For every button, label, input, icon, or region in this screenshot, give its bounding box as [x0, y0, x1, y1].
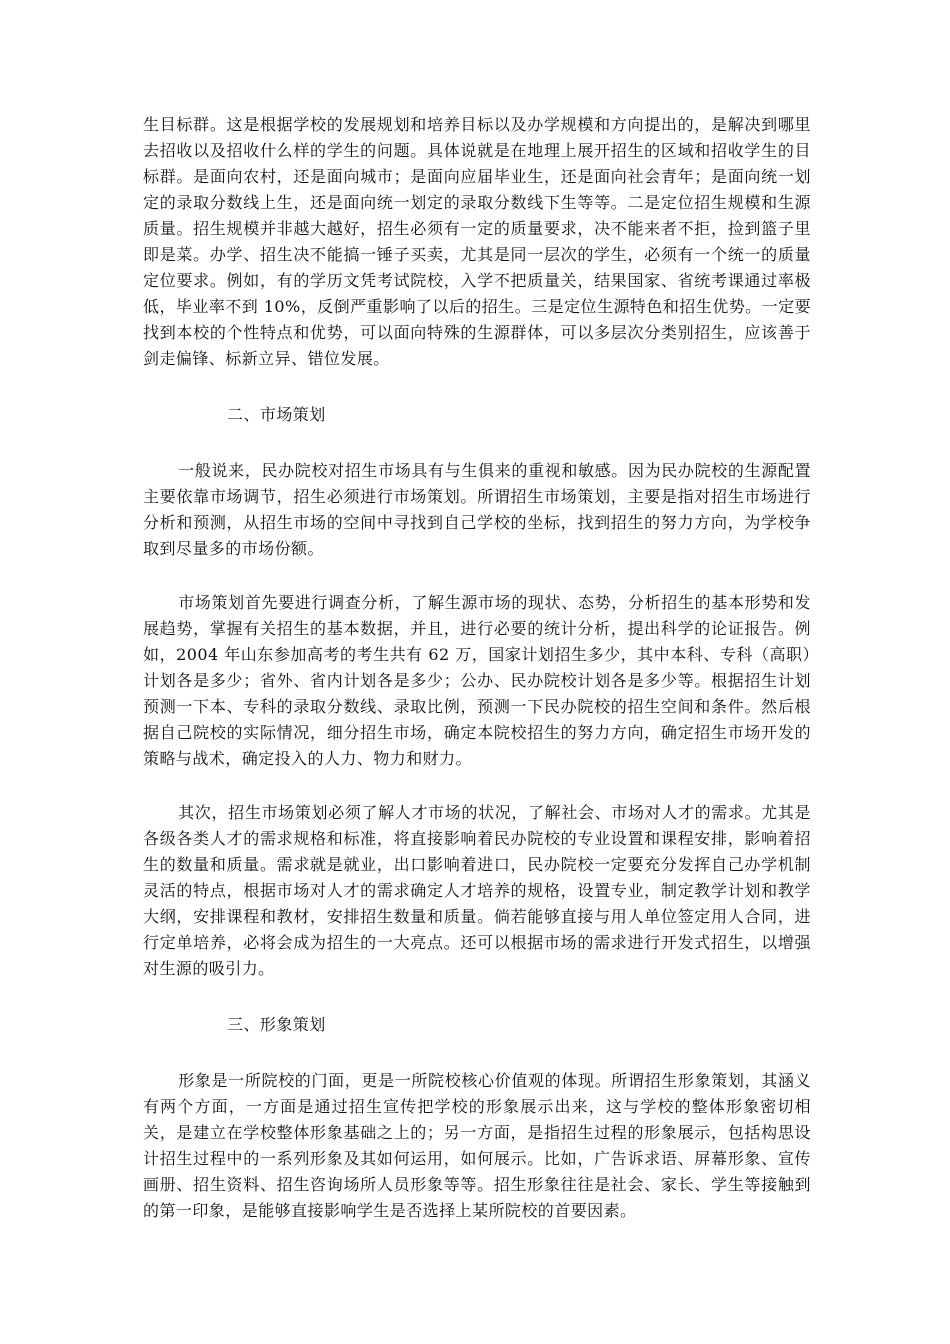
paragraph-spacer — [143, 428, 811, 458]
document-page — [143, 112, 811, 1224]
section-heading-market-planning: 二、市场策划 — [227, 405, 326, 424]
section-heading-image-planning: 三、形象策划 — [227, 1015, 326, 1034]
paragraph-market-intro: 一般说来，民办院校对招生市场具有与生俱来的重视和敏感。因为民办院校的生源配置主要依靠市场调节，招生必须进行市场策划。所谓招生市场策划，主要是指对招生市场进行分析和预测，从招生市场的空间中寻找到自己学校的坐标，找到招生的努力方向，为学校争取到尽量多的市场份额。 — [143, 461, 811, 558]
paragraph-market-survey: 市场策划首先要进行调查分析，了解生源市场的现状、态势，分析招生的基本形势和发展趋势，掌握有关招生的基本数据，并且，进行必要的统计分析，提出科学的论证报告。例如，2004 年山东参加高考的考生共有 62 万，国家计划招生多少，其中本科、专科（高职）计划各是多少；省外、省内计划各是多少；公办、民办院校计划各是多少等。根据招生计划预测一下本、专科的录取分数线、录取比例，预测一下民办院校的招生空间和条件。然后根据自己院校的实际情况，细分招生市场，确定本院校招生的努力方向，确定招生市场开发的策略与战术，确定投入的人力、物力和财力。 — [143, 593, 811, 768]
paragraph-talent-market: 其次，招生市场策划必须了解人才市场的状况，了解社会、市场对人才的需求。尤其是各级各类人才的需求规格和标准，将直接影响着民办院校的专业设置和课程安排，影响着招生的数量和质量。需求就是就业，出口影响着进口，民办院校一定要充分发挥自己办学机制灵活的特点，根据市场对人才的需求确定人才培养的规格，设置专业，制定教学计划和教学大纲，安排课程和教材，安排招生数量和质量。倘若能够直接与用人单位签定用人合同，进行定单培养，必将会成为招生的一大亮点。还可以根据市场的需求进行开发式招生，以增强对生源的吸引力。 — [143, 803, 811, 978]
paragraph-spacer — [143, 562, 811, 590]
paragraph-spacer — [143, 772, 811, 800]
paragraph-spacer — [143, 372, 811, 402]
paragraph-image-planning: 形象是一所院校的门面，更是一所院校核心价值观的体现。所谓招生形象策划，其涵义有两个方面，一方面是通过招生宣传把学校的形象展示出来，这与学校的整体形象密切相关，是建立在学校整体形象基础之上的；另一方面，是指招生过程的形象展示，包括构思设计招生过程中的一系列形象及其如何运用，如何展示。比如，广告诉求语、屏幕形象、宣传画册、招生资料、招生咨询场所人员形象等等。招生形象往往是社会、家长、学生等接触到的第一印象，是能够直接影响学生是否选择上某所院校的首要因素。 — [143, 1071, 811, 1220]
paragraph-spacer — [143, 982, 811, 1012]
paragraph-spacer — [143, 1038, 811, 1068]
paragraph-continuation: 生目标群。这是根据学校的发展规划和培养目标以及办学规模和方向提出的，是解决到哪里去招收以及招收什么样的学生的问题。具体说就是在地理上展开招生的区域和招收学生的目标群。是面向农村，还是面向城市；是面向应届毕业生，还是面向社会青年；是面向统一划定的录取分数线上生，还是面向统一划定的录取分数线下生等等。二是定位招生规模和生源质量。招生规模并非越大越好，招生必须有一定的质量要求，决不能来者不拒，捡到篮子里即是菜。办学、招生决不能搞一锤子买卖，尤其是同一层次的学生，必须有一个统一的质量定位要求。例如，有的学历文凭考试院校，入学不把质量关，结果国家、省统考课通过率极低，毕业率不到 10%，反倒严重影响了以后的招生。三是定位生源特色和招生优势。一定要找到本校的个性特点和优势，可以面向特殊的生源群体，可以多层次分类别招生，应该善于剑走偏锋、标新立异、错位发展。 — [143, 115, 811, 368]
